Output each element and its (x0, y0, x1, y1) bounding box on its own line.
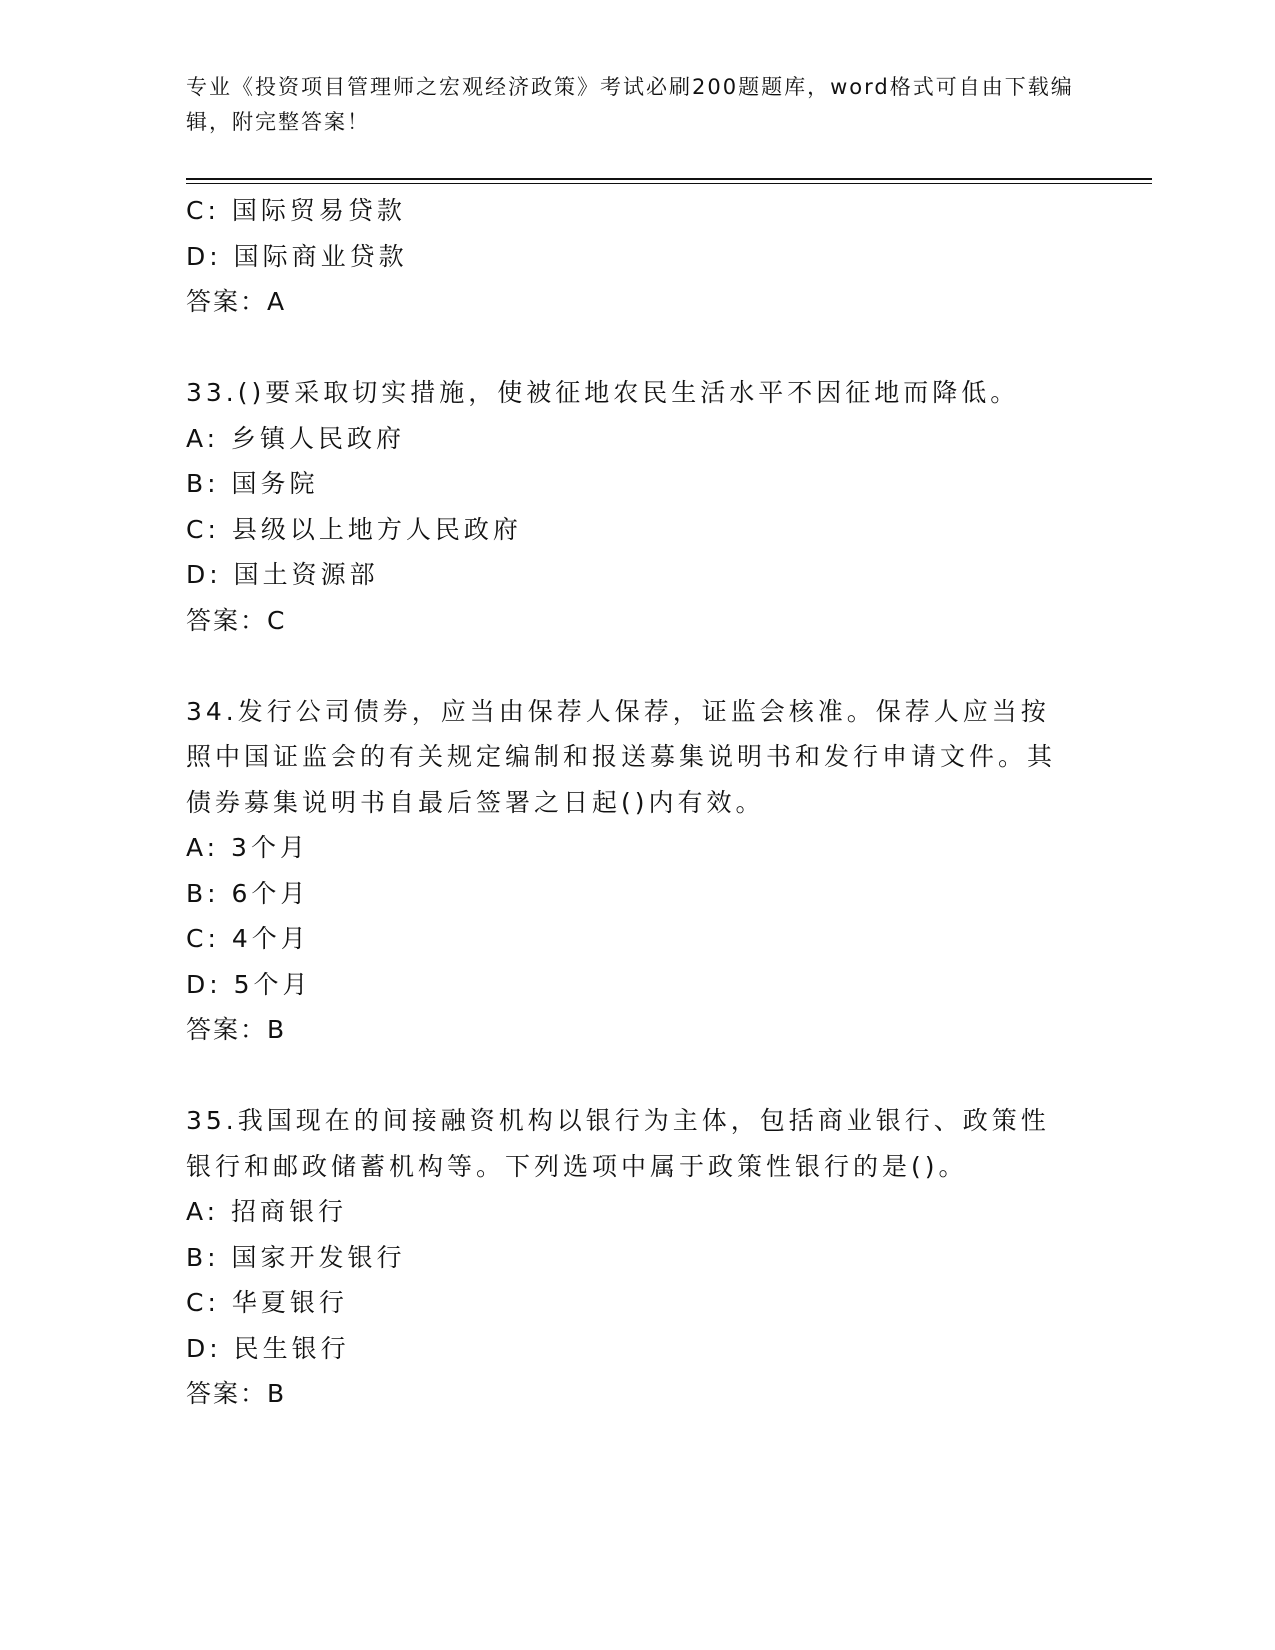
question-stem: 35.我国现在的间接融资机构以银行为主体，包括商业银行、政策性银行和邮政储蓄机构等。下列选项中属于政策性银行的是()。 (186, 1106, 1050, 1181)
option-a: A: 3个月 (186, 833, 309, 862)
option-c: C: 国际贸易贷款 (186, 196, 406, 225)
option-a: A: 乡镇人民政府 (186, 423, 406, 453)
question-33 (186, 370, 1086, 643)
answer-line: 答案：C (186, 605, 287, 635)
question-stem: 33.()要采取切实措施，使被征地农民生活水平不因征地而降低。 (186, 378, 1020, 407)
option-a: A: 招商银行 (186, 1197, 348, 1226)
option-b: B: 国家开发银行 (186, 1242, 406, 1272)
page-header: 专业《投资项目管理师之宏观经济政策》考试必刷200题题库，word格式可自由下载编辑，附完整答案！ (186, 75, 1074, 134)
option-c: C: 县级以上地方人民政府 (186, 514, 522, 544)
option-c: C: 4个月 (186, 924, 310, 953)
option-d: D: 民生银行 (186, 1333, 350, 1363)
option-d: D: 国际商业贷款 (186, 241, 408, 271)
answer-line: 答案：B (186, 1015, 287, 1044)
option-b: B: 6个月 (186, 878, 310, 908)
answer-line: 答案：A (186, 287, 287, 316)
option-b: B: 国务院 (186, 469, 319, 498)
question-stem: 34.发行公司债券，应当由保荐人保荐，证监会核准。保荐人应当按照中国证监会的有关规定编制和报送募集说明书和发行申请文件。其债券募集说明书自最后签署之日起()内有效。 (186, 696, 1057, 817)
previous-question-tail (186, 188, 1086, 325)
answer-line: 答案：B (186, 1379, 287, 1408)
option-d: D: 5个月 (186, 969, 312, 999)
document-body (186, 188, 1086, 1417)
question-34 (186, 689, 1086, 1053)
option-c: C: 华夏银行 (186, 1288, 348, 1317)
header-divider (186, 178, 1152, 184)
option-d: D: 国土资源部 (186, 560, 379, 589)
question-35 (186, 1098, 1086, 1417)
